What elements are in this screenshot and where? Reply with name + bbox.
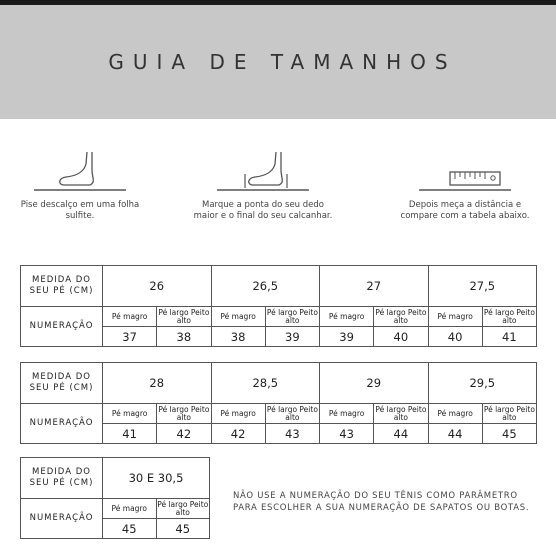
narrow-label: Pé magro: [320, 404, 374, 424]
size-table-3: [20, 457, 210, 539]
shoe-number: 40: [374, 327, 428, 347]
foot-size: 27,5: [428, 266, 537, 307]
warning-note-text: NÃO USE A NUMERAÇÃO DO SEU TÊNIS COMO PARÂMETRO PARA ESCOLHER A SUA NUMERAÇÃO DE SAPATOS OU BOTAS.: [233, 491, 530, 513]
step-1-text: Pise descalço em uma folha sulfite.: [20, 200, 140, 221]
size-table-2: [20, 362, 537, 444]
step-2-text: Marque a ponta do seu dedo maior e o final do seu calcanhar.: [193, 200, 333, 221]
foot-size: 29: [320, 363, 429, 404]
shoe-number: 38: [211, 327, 265, 347]
measure-label: MEDIDA DO SEU PÉ (CM): [21, 266, 103, 307]
wide-label: Pé largo Peito alto: [266, 404, 318, 422]
wide-label: Pé largo Peito alto: [157, 499, 209, 517]
narrow-label: Pé magro: [428, 307, 482, 327]
narrow-label: Pé magro: [103, 307, 157, 327]
step-3: [395, 148, 535, 222]
shoe-number: 40: [428, 327, 482, 347]
step-3-text: Depois meça a distância e compare com a tabela abaixo.: [400, 200, 530, 221]
warning-note: [233, 490, 533, 514]
narrow-label: Pé magro: [428, 404, 482, 424]
foot-size: 29,5: [428, 363, 537, 404]
size-table-1: [20, 265, 537, 347]
wide-label: Pé largo Peito alto: [483, 307, 535, 325]
page-title: GUIA DE TAMANHOS: [108, 50, 457, 74]
foot-size: 28: [103, 363, 212, 404]
numbering-label: NUMERAÇÃO: [21, 499, 103, 539]
numbering-label: NUMERAÇÃO: [21, 404, 103, 444]
measure-label: MEDIDA DO SEU PÉ (CM): [21, 458, 103, 499]
shoe-number: 45: [156, 519, 210, 539]
shoe-number: 39: [320, 327, 374, 347]
shoe-number: 41: [482, 327, 536, 347]
foot-measure-icon: [213, 148, 313, 194]
shoe-number: 37: [103, 327, 157, 347]
narrow-label: Pé magro: [211, 404, 265, 424]
shoe-number: 38: [157, 327, 211, 347]
narrow-label: Pé magro: [103, 499, 157, 519]
shoe-number: 42: [211, 424, 265, 444]
step-1: [10, 148, 150, 222]
wide-label: Pé largo Peito alto: [158, 404, 210, 422]
page-header: [0, 5, 556, 119]
shoe-number: 44: [428, 424, 482, 444]
wide-label: Pé largo Peito alto: [375, 404, 427, 422]
narrow-label: Pé magro: [211, 307, 265, 327]
shoe-number: 45: [103, 519, 157, 539]
wide-label: Pé largo Peito alto: [158, 307, 210, 325]
shoe-number: 43: [320, 424, 374, 444]
foot-size: 26,5: [211, 266, 320, 307]
shoe-number: 39: [265, 327, 319, 347]
foot-size: 30 E 30,5: [103, 458, 210, 499]
foot-size: 27: [320, 266, 429, 307]
wide-label: Pé largo Peito alto: [483, 404, 535, 422]
narrow-label: Pé magro: [103, 404, 157, 424]
wide-label: Pé largo Peito alto: [266, 307, 318, 325]
foot-size: 26: [103, 266, 212, 307]
narrow-label: Pé magro: [320, 307, 374, 327]
shoe-number: 41: [103, 424, 157, 444]
measure-label: MEDIDA DO SEU PÉ (CM): [21, 363, 103, 404]
ruler-icon: [415, 148, 515, 194]
shoe-number: 43: [265, 424, 319, 444]
foot-size: 28,5: [211, 363, 320, 404]
numbering-label: NUMERAÇÃO: [21, 307, 103, 347]
shoe-number: 45: [482, 424, 536, 444]
shoe-number: 42: [157, 424, 211, 444]
step-2: [193, 148, 333, 222]
bare-foot-icon: [30, 148, 130, 194]
wide-label: Pé largo Peito alto: [375, 307, 427, 325]
shoe-number: 44: [374, 424, 428, 444]
